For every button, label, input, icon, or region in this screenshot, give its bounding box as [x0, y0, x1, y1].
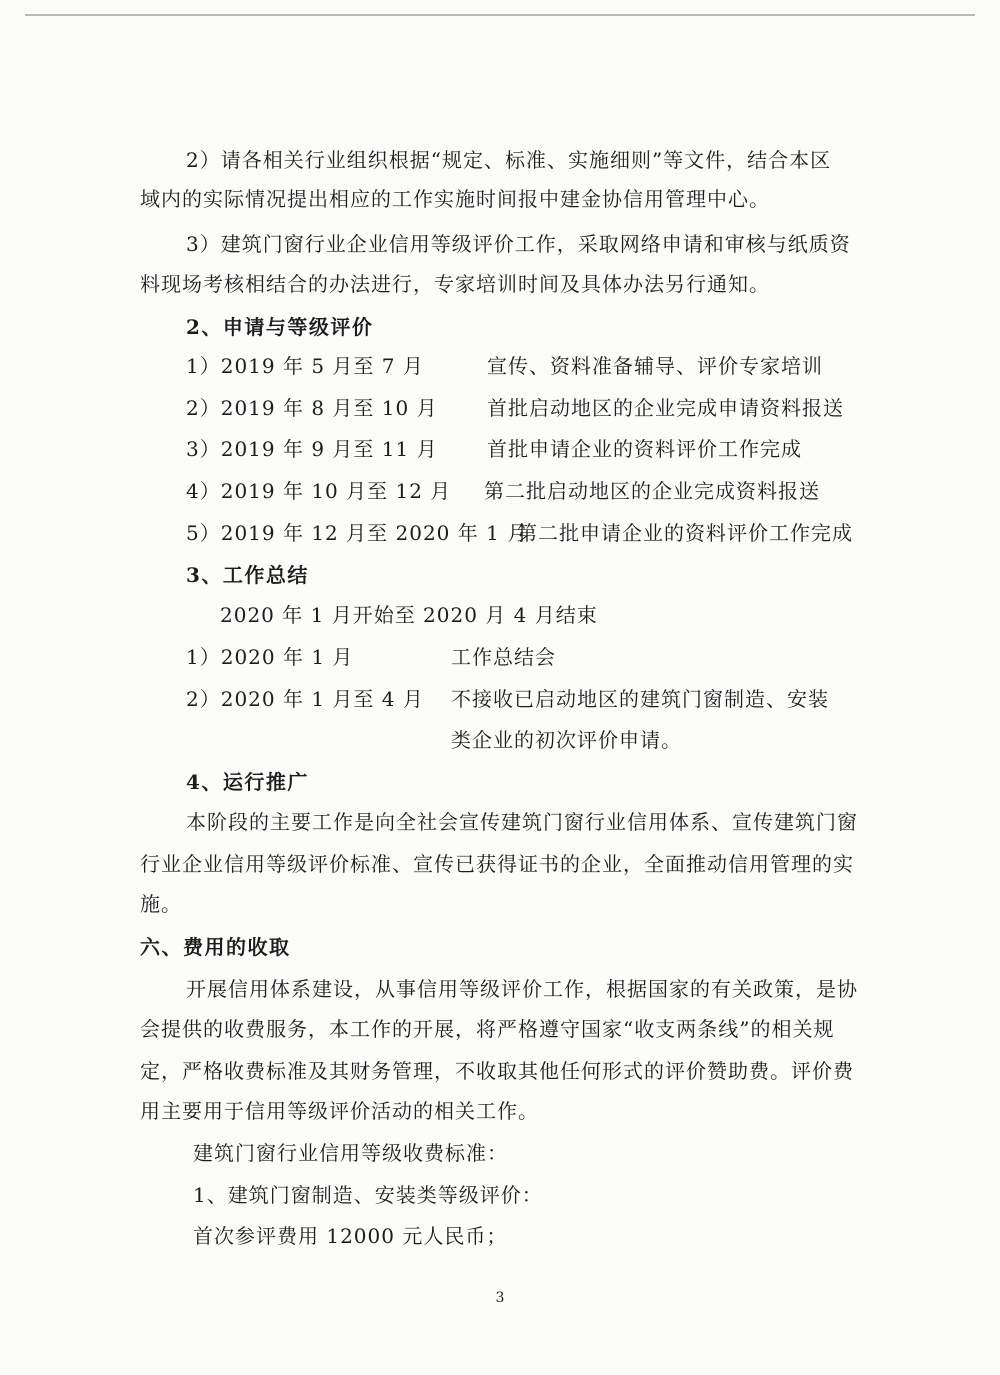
page-number: 3: [495, 1290, 505, 1306]
section-6-line-4: 用主要用于信用等级评价活动的相关工作。: [140, 1099, 539, 1123]
para-intro-line-2: 域内的实际情况提出相应的工作实施时间报中建金协信用管理中心。: [140, 187, 770, 211]
section-6-line-2: 会提供的收费服务，本工作的开展，将严格遵守国家“收支两条线”的相关规: [140, 1017, 835, 1041]
para-intro-line-4: 料现场考核相结合的办法进行，专家培训时间及具体办法另行通知。: [140, 272, 770, 296]
schedule-row-task: 第二批申请企业的资料评价工作完成: [517, 521, 853, 545]
schedule-row-task: 宣传、资料准备辅导、评价专家培训: [487, 354, 823, 378]
fee-standard-title: 建筑门窗行业信用等级收费标准：: [193, 1141, 508, 1165]
section-6-heading: 六、费用的收取: [140, 935, 291, 959]
section-2-heading: 2、申请与等级评价: [186, 315, 374, 339]
summary-row-period: 1）2020 年 1 月: [186, 645, 354, 669]
summary-row-task: 不接收已启动地区的建筑门窗制造、安装: [451, 687, 829, 711]
fee-first-evaluation: 首次参评费用 12000 元人民币；: [193, 1224, 508, 1248]
summary-row-task: 工作总结会: [451, 645, 556, 669]
para-intro-line-3: 3）建筑门窗行业企业信用等级评价工作，采取网络申请和审核与纸质资: [186, 232, 851, 256]
para-intro-line-1: 2）请各相关行业组织根据“规定、标准、实施细则”等文件，结合本区: [186, 148, 832, 172]
schedule-row-period: 2）2019 年 8 月至 10 月: [186, 396, 438, 420]
summary-row-period: 2）2020 年 1 月至 4 月: [186, 687, 424, 711]
section-4-line-2: 行业企业信用等级评价标准、宣传已获得证书的企业，全面推动信用管理的实: [140, 852, 854, 876]
summary-row-task-continued: 类企业的初次评价申请。: [451, 728, 682, 752]
section-4-line-1: 本阶段的主要工作是向全社会宣传建筑门窗行业信用体系、宣传建筑门窗: [186, 810, 858, 834]
schedule-row-task: 首批申请企业的资料评价工作完成: [487, 437, 802, 461]
schedule-row-task: 首批启动地区的企业完成申请资料报送: [487, 396, 844, 420]
section-3-summary: 2020 年 1 月开始至 2020 月 4 月结束: [220, 603, 598, 627]
schedule-row-period: 3）2019 年 9 月至 11 月: [186, 437, 438, 461]
schedule-row-period: 5）2019 年 12 月至 2020 年 1 月: [186, 521, 529, 545]
schedule-row-period: 1）2019 年 5 月至 7 月: [186, 354, 424, 378]
schedule-row-task: 第二批启动地区的企业完成资料报送: [484, 479, 820, 503]
section-4-heading: 4、运行推广: [186, 770, 309, 794]
section-3-heading: 3、工作总结: [186, 563, 309, 587]
section-6-line-1: 开展信用体系建设，从事信用等级评价工作，根据国家的有关政策，是协: [186, 977, 858, 1001]
section-4-line-3: 施。: [140, 892, 182, 916]
fee-item-heading: 1、建筑门窗制造、安装类等级评价：: [193, 1183, 543, 1207]
schedule-row-period: 4）2019 年 10 月至 12 月: [186, 479, 452, 503]
section-6-line-3: 定，严格收费标准及其财务管理，不收取其他任何形式的评价赞助费。评价费: [140, 1059, 854, 1083]
